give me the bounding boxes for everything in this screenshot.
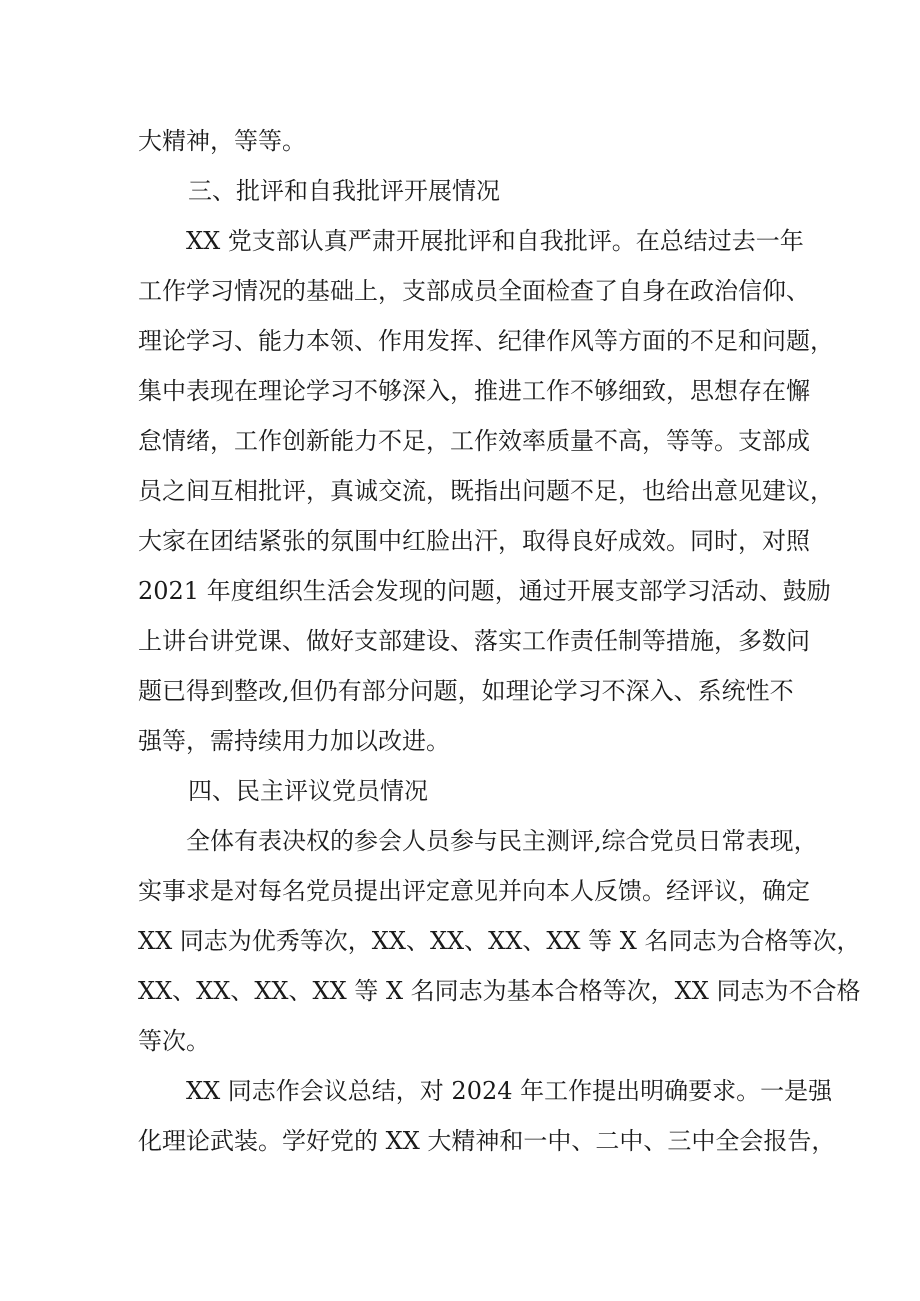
text-line-16: 实事求是对每名党员提出评定意见并向本人反馈。经评议，确定 [138, 877, 810, 905]
text-line-4: 工作学习情况的基础上，支部成员全面检查了自身在政治信仰、 [138, 277, 810, 305]
text-line-20: XX 同志作会议总结，对 2024 年工作提出明确要求。一是强 [186, 1077, 833, 1105]
text-line-6: 集中表现在理论学习不够深入，推进工作不够细致，思想存在懈 [138, 377, 810, 405]
text-line-21: 化理论武装。学好党的 XX 大精神和一中、二中、三中全会报告， [138, 1127, 836, 1155]
text-line-18: XX、XX、XX、XX 等 X 名同志为基本合格等次，XX 同志为不合格 [138, 977, 861, 1005]
text-line-11: 上讲台讲党课、做好支部建设、落实工作责任制等措施，多数问 [138, 627, 810, 655]
section-heading-3: 三、批评和自我批评开展情况 [188, 177, 500, 205]
text-line-8: 员之间互相批评，真诚交流，既指出问题不足，也给出意见建议， [138, 477, 834, 505]
text-line-17: XX 同志为优秀等次，XX、XX、XX、XX 等 X 名同志为合格等次， [138, 927, 861, 955]
text-line-7: 怠情绪，工作创新能力不足，工作效率质量不高，等等。支部成 [138, 427, 810, 455]
text-line-19: 等次。 [138, 1027, 210, 1055]
text-line-13: 强等，需持续用力加以改进。 [138, 727, 450, 755]
text-line-1: 大精神，等等。 [138, 127, 306, 155]
text-line-3: XX 党支部认真严肃开展批评和自我批评。在总结过去一年 [186, 227, 804, 255]
text-line-9: 大家在团结紧张的氛围中红脸出汗，取得良好成效。同时，对照 [138, 527, 810, 555]
text-line-12: 题已得到整改,但仍有部分问题，如理论学习不深入、系统性不 [138, 677, 794, 705]
section-heading-4: 四、民主评议党员情况 [188, 777, 428, 805]
text-line-5: 理论学习、能力本领、作用发挥、纪律作风等方面的不足和问题， [138, 327, 834, 355]
text-line-10: 2021 年度组织生活会发现的问题，通过开展支部学习活动、鼓励 [138, 577, 831, 605]
text-line-15: 全体有表决权的参会人员参与民主测评,综合党员日常表现， [186, 827, 818, 855]
